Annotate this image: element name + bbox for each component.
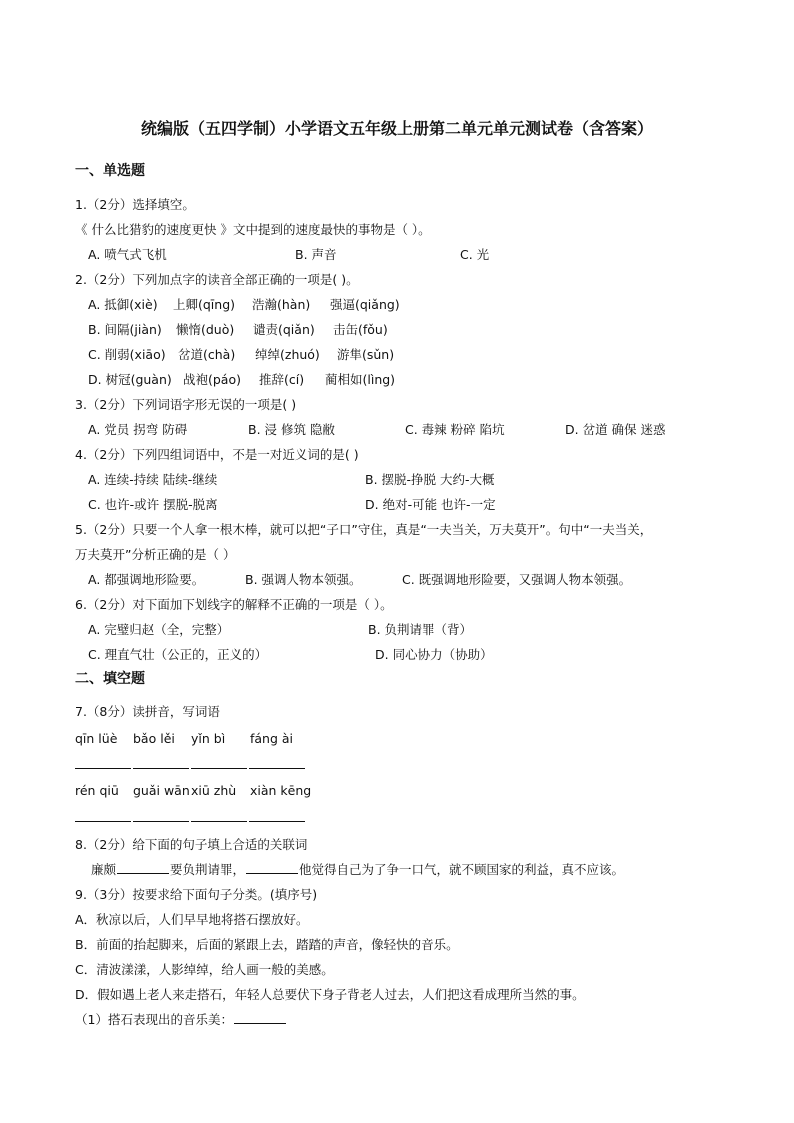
question-1-option-b: B. 声音	[295, 247, 337, 262]
question-9-sentence-a: A．秋凉以后，人们早早地将搭石摆放好。	[75, 912, 309, 927]
question-2-option-a-4: 强逼(qiǎng)	[330, 297, 400, 312]
question-6-option-d: D. 同心协力（协助）	[375, 647, 493, 662]
answer-blank[interactable]	[234, 1011, 286, 1024]
question-2-option-a-2: 上卿(qīng)	[173, 297, 236, 312]
answer-blank[interactable]	[133, 768, 189, 769]
page-title: 统编版（五四学制）小学语文五年级上册第二单元单元测试卷（含答案）	[140, 119, 653, 138]
question-2-stem: 2.（2分）下列加点字的读音全部正确的一项是( )。	[75, 272, 359, 287]
pinyin-8: xiàn kēng	[250, 783, 312, 798]
question-2-option-b-2: 懒惰(duò)	[176, 322, 235, 337]
question-4-option-a: A. 连续-持续 陆续-继续	[88, 472, 218, 487]
answer-blank[interactable]	[133, 821, 189, 822]
question-4-option-d: D. 绝对-可能 也许-一定	[365, 497, 496, 512]
sentence-part-1: 廉颇	[91, 862, 117, 877]
sentence-part-3: 他觉得自己为了争一口气，就不顾国家的利益，真不应该。	[299, 862, 625, 877]
sub-question-label: （1）搭石表现出的音乐美：	[75, 1012, 233, 1027]
section-heading-single-choice: 一、单选题	[75, 163, 145, 179]
question-9-sentence-c: C．清波漾漾，人影绰绰，给人画一般的美感。	[75, 962, 334, 977]
question-6-option-a: A. 完璧归赵（全，完整）	[88, 622, 230, 637]
question-5-option-b: B. 强调人物本领强。	[245, 572, 362, 587]
question-8-stem: 8.（2分）给下面的句子填上合适的关联词	[75, 837, 308, 852]
question-2-option-c-1: C. 削弱(xiāo)	[88, 347, 166, 362]
question-2-option-d-3: 推辞(cí)	[259, 372, 305, 387]
question-2-option-a-1: A. 抵御(xiè)	[88, 297, 158, 312]
answer-blank[interactable]	[191, 821, 247, 822]
question-4-stem: 4.（2分）下列四组词语中，不是一对近义词的是( )	[75, 447, 359, 462]
question-9-sentence-b: B．前面的抬起脚来，后面的紧跟上去，踏踏的声音，像轻快的音乐。	[75, 937, 459, 952]
question-1-text: 《 什么比猎豹的速度更快 》文中提到的速度最快的事物是（ ）。	[75, 222, 431, 237]
pinyin-1: qīn lüè	[75, 731, 118, 746]
question-2-option-c-2: 岔道(chà)	[178, 347, 236, 362]
question-6-stem: 6.（2分）对下面加下划线字的解释不正确的一项是（ ）。	[75, 597, 393, 612]
conjunction-blank-1[interactable]	[117, 861, 169, 874]
question-4-option-b: B. 摆脱-挣脱 大约-大概	[365, 472, 495, 487]
question-2-option-d-2: 战袍(páo)	[183, 372, 241, 387]
pinyin-2: bǎo lěi	[133, 731, 175, 746]
pinyin-6: guǎi wān	[133, 783, 190, 798]
question-2-option-b-3: 谴责(qiǎn)	[253, 322, 315, 337]
question-5-option-a: A. 都强调地形险要。	[88, 572, 205, 587]
question-2-option-b-4: 击缶(fǒu)	[333, 322, 388, 337]
answer-blank[interactable]	[249, 821, 305, 822]
pinyin-4: fáng ài	[250, 731, 294, 746]
question-2-option-c-3: 绰绰(zhuó)	[255, 347, 320, 362]
question-2-option-a-3: 浩瀚(hàn)	[252, 297, 311, 312]
question-6-option-b: B. 负荆请罪（背）	[368, 622, 473, 637]
question-5-stem: 5.（2分）只要一个人拿一根木棒，就可以把“子口”守住，真是“一夫当关，万夫莫开”。句中“一夫当关，	[75, 522, 653, 537]
question-5-option-c: C. 既强调地形险要，又强调人物本领强。	[402, 572, 632, 587]
question-3-option-c: C. 毒辣 粉碎 陷坑	[405, 422, 505, 437]
question-8-sentence	[91, 861, 624, 879]
answer-blank[interactable]	[75, 768, 131, 769]
answer-blank[interactable]	[191, 768, 247, 769]
question-1-stem: 1.（2分）选择填空。	[75, 197, 195, 212]
question-1-option-a: A. 喷气式飞机	[88, 247, 167, 262]
question-2-option-b-1: B. 间隔(jiàn)	[88, 322, 162, 337]
question-9-sentence-d: D．假如遇上老人来走搭石，年轻人总要伏下身子背老人过去，人们把这看成理所当然的事。	[75, 987, 585, 1002]
answer-blank[interactable]	[75, 821, 131, 822]
question-5-stem-cont: 万夫莫开”分析正确的是（ ）	[75, 547, 236, 562]
question-9-stem: 9.（3分）按要求给下面句子分类。(填序号)	[75, 887, 318, 902]
answer-blank[interactable]	[249, 768, 305, 769]
question-2-option-d-1: D. 树冠(guàn)	[88, 372, 172, 387]
question-3-option-b: B. 浸 修筑 隐敝	[248, 422, 335, 437]
question-3-stem: 3.（2分）下列词语字形无误的一项是( )	[75, 397, 297, 412]
question-9-sub-1	[75, 1011, 287, 1029]
section-heading-fill-in: 二、填空题	[75, 671, 145, 687]
pinyin-7: xiū zhù	[191, 783, 237, 798]
question-2-option-d-4: 蔺相如(lìng)	[325, 372, 396, 387]
conjunction-blank-2[interactable]	[246, 861, 298, 874]
pinyin-3: yǐn bì	[191, 731, 226, 746]
question-3-option-d: D. 岔道 确保 迷惑	[565, 422, 666, 437]
question-2-option-c-4: 游隼(sǔn)	[337, 347, 395, 362]
question-4-option-c: C. 也许-或许 摆脱-脱离	[88, 497, 218, 512]
question-1-option-c: C. 光	[460, 247, 490, 262]
question-6-option-c: C. 理直气壮（公正的，正义的）	[88, 647, 268, 662]
question-3-option-a: A. 党员 拐弯 防碍	[88, 422, 188, 437]
question-7-stem: 7.（8分）读拼音，写词语	[75, 704, 220, 719]
pinyin-5: rén qiū	[75, 783, 119, 798]
sentence-part-2: 要负荆请罪，	[170, 862, 246, 877]
